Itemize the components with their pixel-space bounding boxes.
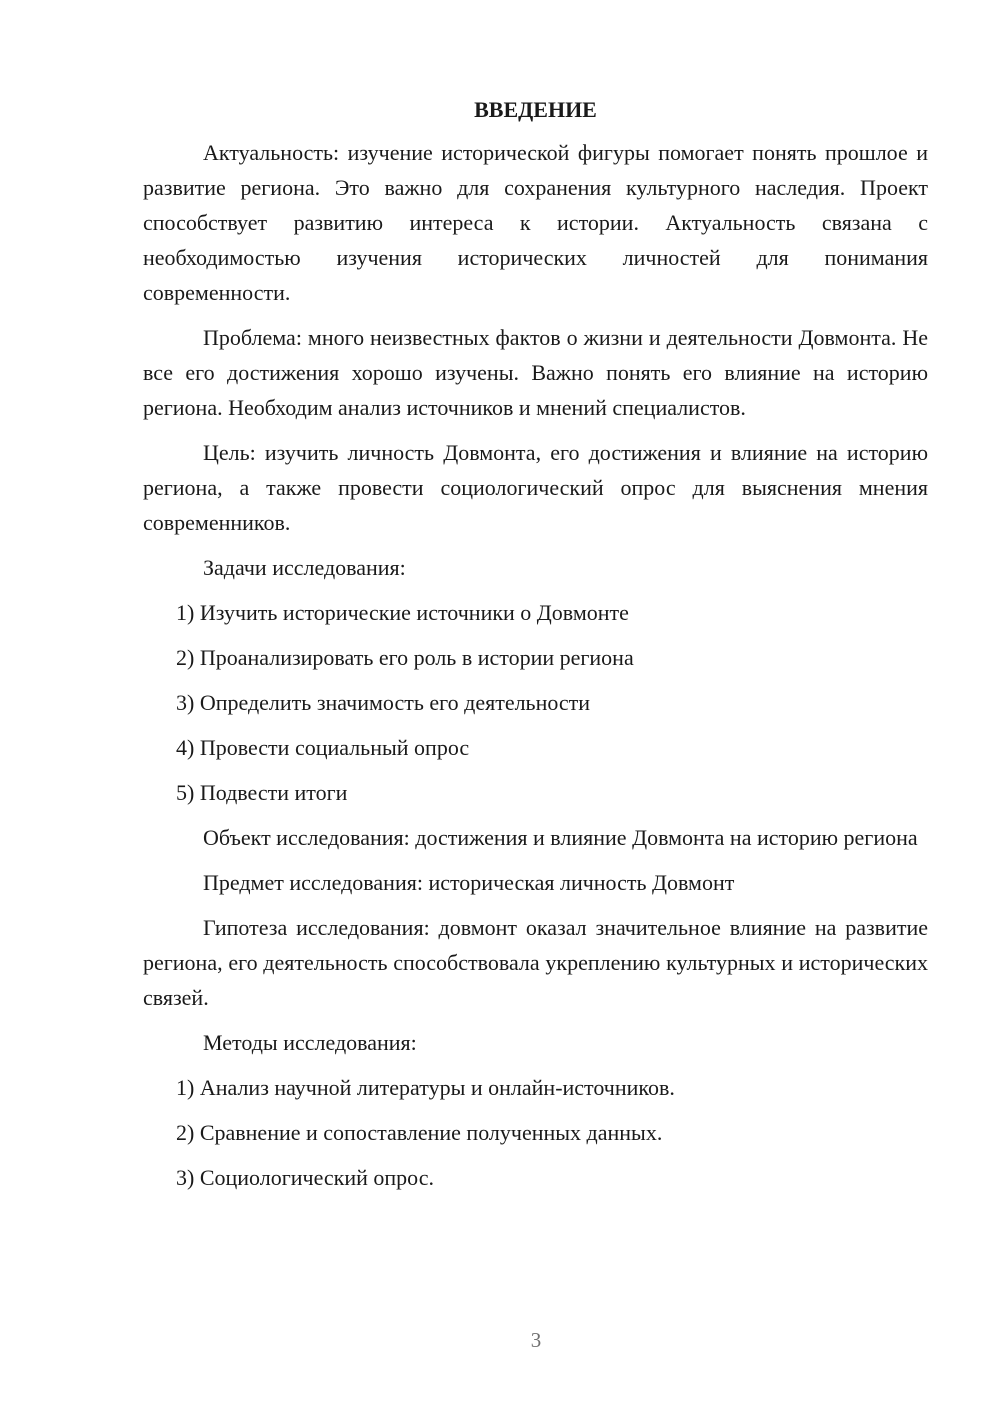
task-item: 2) Проанализировать его роль в истории региона <box>176 645 634 670</box>
task-item: 1) Изучить исторические источники о Довмонте <box>176 600 629 625</box>
object-paragraph: Объект исследования: достижения и влияние Довмонта на историю региона <box>203 825 918 850</box>
relevance-paragraph: Актуальность: изучение исторической фигуры помогает понять прошлое и развитие региона. Это важно для сохранения культурного наследия. Проект способствует развитию интереса к истории. Актуальность связана с необходимостью изучения исторических личностей для понимания современности. <box>143 140 928 305</box>
section-title: ВВЕДЕНИЕ <box>474 97 597 122</box>
method-item: 2) Сравнение и сопоставление полученных данных. <box>176 1120 663 1145</box>
task-item: 4) Провести социальный опрос <box>176 735 470 760</box>
document-page <box>143 92 928 1205</box>
problem-paragraph: Проблема: много неизвестных фактов о жизни и деятельности Довмонта. Не все его достижения хорошо изучены. Важно понять его влияние на историю региона. Необходим анализ источников и мнений специалистов. <box>143 325 928 420</box>
methods-heading: Методы исследования: <box>203 1030 417 1055</box>
task-item: 5) Подвести итоги <box>176 780 348 805</box>
subject-paragraph: Предмет исследования: историческая личность Довмонт <box>203 870 735 895</box>
goal-paragraph: Цель: изучить личность Довмонта, его достижения и влияние на историю региона, а также провести социологический опрос для выяснения мнения современников. <box>143 440 928 535</box>
page-number: 3 <box>530 1328 542 1352</box>
method-item: 1) Анализ научной литературы и онлайн-источников. <box>176 1075 675 1100</box>
task-item: 3) Определить значимость его деятельности <box>176 690 591 715</box>
method-item: 3) Социологический опрос. <box>176 1165 434 1190</box>
tasks-heading: Задачи исследования: <box>203 555 406 580</box>
hypothesis-paragraph: Гипотеза исследования: довмонт оказал значительное влияние на развитие региона, его деятельность способствовала укреплению культурных и исторических связей. <box>143 915 928 1010</box>
